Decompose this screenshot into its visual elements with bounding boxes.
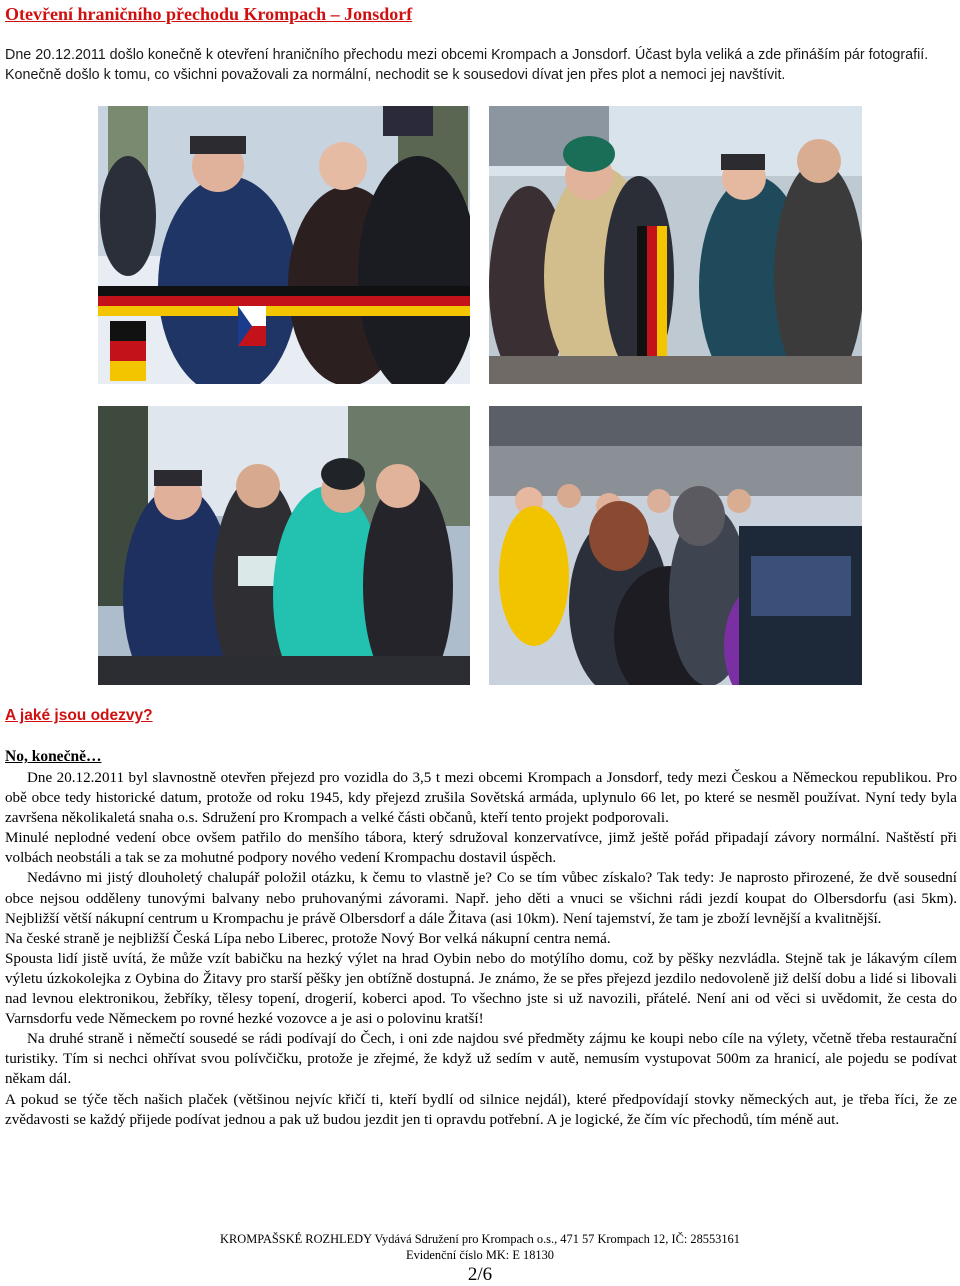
section-title: A jaké jsou odezvy? <box>5 707 153 724</box>
subheading: No, konečně… <box>5 748 102 765</box>
article-title: Otevření hraničního přechodu Krompach – Jonsdorf <box>5 4 413 24</box>
paragraph: Na druhé straně i němečtí sousedé se rádi podívají do Čech, i oni zde najdou své předměty zájmu ke koupi nebo cíle na výlety, včetně třeba restaurační turistiky. Tím si nechci ohřívat svou polívčičku, protože je zřejmé, že když už sedím v autě, nemusím vystupovat 500m za hranicí, ale pojedu se podívat někam dál. <box>5 1031 957 1088</box>
footer-registration: Evidenční číslo MK: E 18130 <box>406 1248 554 1262</box>
photo-crowd <box>489 406 862 685</box>
paragraph: Minulé neplodné vedení obce ovšem patřilo do menšího tábora, který sdružoval konzervatívce, jimž ještě pořád připadají závory normální. Naštěstí při volbách neobstáli a tak se za mohutné podpory nového vedení Krompachu dostavil úspěch. <box>5 830 957 867</box>
intro-paragraph: Dne 20.12.2011 došlo konečně k otevření hraničního přechodu mezi obcemi Krompach a Jonsdorf. Účast byla veliká a zde přináším pár fotografií. Konečně došlo k tomu, co všichni považovali za normální, nechodit se k sousedovi dívat jen přes plot a nemoci jej navštívit. <box>5 47 929 83</box>
paragraph: Spousta lidí jistě uvítá, že může vzít babičku na hezký výlet na hrad Oybin nebo do motýlího domu, což by pěšky nezvládla. Stejně tak je lákavým cílem výletu úzkokolejka z Oybina do Žitavy pro starší pěšky jen obtížně dostupná. Je známo, že se přes přejezd jezdilo nedovoleně již delší dobu a lidé si libovali nad levnou elektronikou, žebříky, tělesy topení, drogerií, koberci apod. To všechno jste si už navozili, přátelé. Není ani od věci si uvědomit, že cesta do Varnsdorfu vede Německem po rovné hezké vozovce a je asi o polovinu kratší! <box>5 950 957 1028</box>
paragraph: Dne 20.12.2011 byl slavnostně otevřen přejezd pro vozidla do 3,5 t mezi obcemi Krompach a Jonsdorf, tedy mezi Českou a Německou republikou. Pro obě obce tedy historické datum, protože od roku 1945, kdy přejezd zrušila Sovětská armáda, uplynulo 66 let, po které se nesměl používat. Nyní tedy byla završena několikaletá snaha o.s. Sdružení pro Krompach a velké části občanů, kteří tento projekt podporovali. <box>5 770 957 827</box>
paragraph: Nedávno mi jistý dlouholetý chalupář položil otázku, k čemu to vlastně je? Co se tím vůbec získalo? Tak tedy: Je naprosto přirozené, že dvě sousední obce nejsou odděleny tunovými balvany nebo pruhovanými závorami. Např. jeho děti a vnuci se všichni rádi jezdí koupat do Olbersdorfu (asi 5km). Nejbližší větší nákupní centrum u Krompachu je právě Olbersdorf a dále Žitava (asi 10km). Není tajemství, že tam je zboží levnější a kvalitnější. <box>5 870 957 927</box>
photo-champagne-toast <box>98 406 470 685</box>
photo-ribbon-cutting-1 <box>98 106 470 384</box>
footer <box>0 1231 960 1263</box>
paragraph: Na české straně je nejbližší Česká Lípa nebo Liberec, protože Nový Bor velká nákupní centra nemá. <box>5 930 611 947</box>
paragraph: A pokud se týče těch našich plaček (většinou nejvíc křičí ti, kteří bydlí od silnice nejdál), které předpovídají stovky německých aut, je třeba říci, že ze zvědavosti se každý přijede podívat jednou a pak už budou jezdit jen ti opravdu potřební. A je logické, že čím víc přechodů, tím méně aut. <box>5 1091 957 1128</box>
photo-ribbon-cutting-2 <box>489 106 862 384</box>
footer-publisher: KROMPAŠSKÉ ROZHLEDY Vydává Sdružení pro Krompach o.s., 471 57 Krompach 12, IČ: 28553161 <box>220 1232 740 1246</box>
page-number: 2/6 <box>467 1264 493 1285</box>
article-body <box>5 768 957 1130</box>
